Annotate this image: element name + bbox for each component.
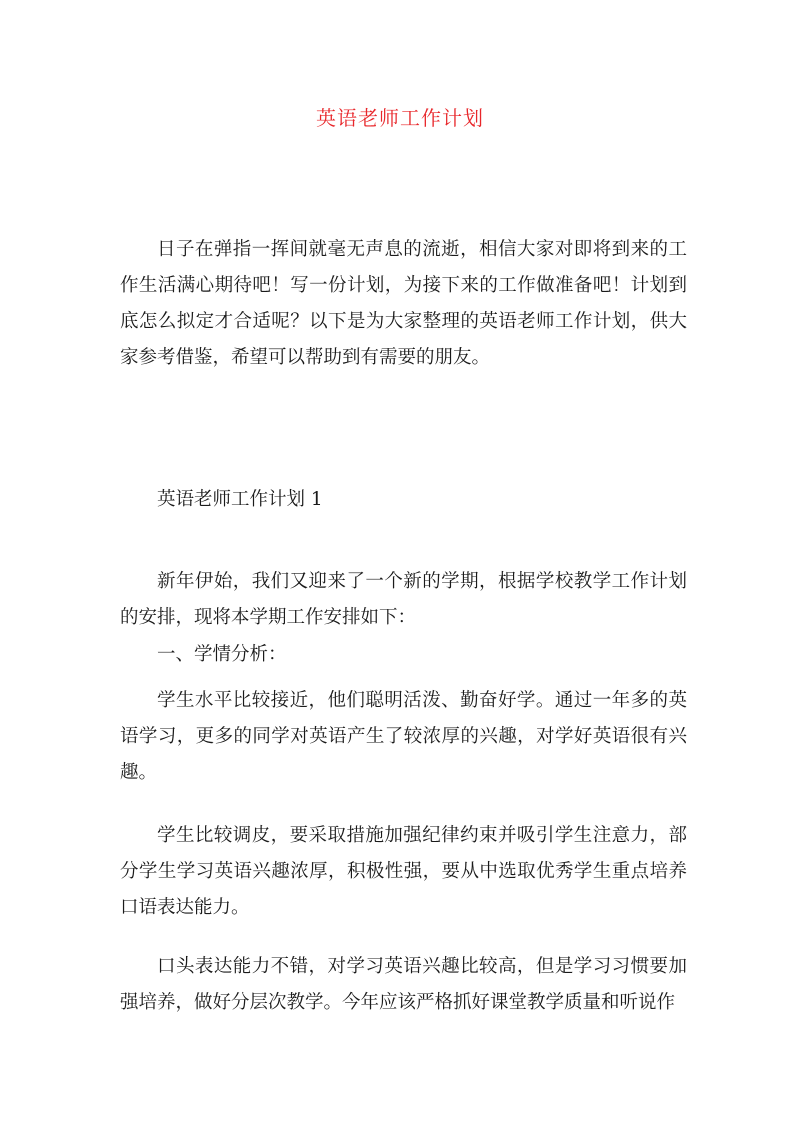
intro-paragraph: 日子在弹指一挥间就毫无声息的流逝，相信大家对即将到来的工作生活满心期待吧！写一份计划，为接下来的工作做准备吧！计划到底怎么拟定才合适呢？以下是为大家整理的英语老师工作计划，供大家参考借鉴，希望可以帮助到有需要的朋友。 bbox=[120, 239, 687, 368]
body-paragraph: 口头表达能力不错，对学习英语兴趣比较高，但是学习习惯要加强培养，做好分层次教学。今年应该严格抓好课堂教学质量和听说作 bbox=[120, 956, 687, 1013]
list-heading: 一、学情分析： bbox=[157, 644, 287, 665]
body-paragraph: 学生水平比较接近，他们聪明活泼、勤奋好学。通过一年多的英语学习，更多的同学对英语产生了较浓厚的兴趣，对学好英语很有兴趣。 bbox=[120, 690, 687, 783]
section-heading: 英语老师工作计划 1 bbox=[157, 489, 323, 510]
document-title: 英语老师工作计划 bbox=[316, 106, 484, 130]
body-paragraph: 新年伊始，我们又迎来了一个新的学期，根据学校教学工作计划的安排，现将本学期工作安排如下： bbox=[120, 571, 687, 628]
body-paragraph: 学生比较调皮，要采取措施加强纪律约束并吸引学生注意力，部分学生学习英语兴趣浓厚，积极性强，要从中选取优秀学生重点培养口语表达能力。 bbox=[120, 825, 687, 918]
